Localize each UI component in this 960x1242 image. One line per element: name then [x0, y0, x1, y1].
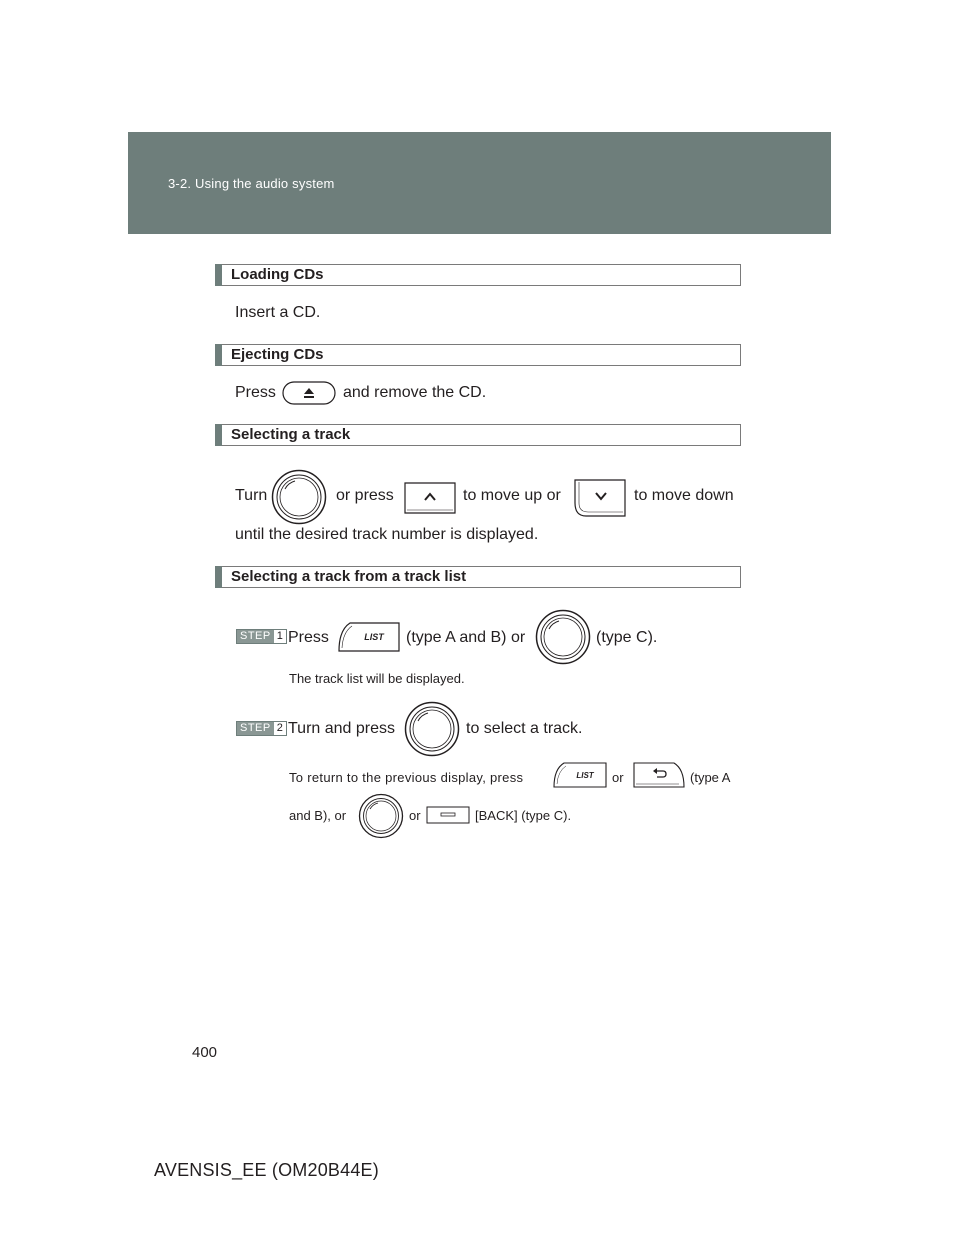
section-title: Loading CDs	[231, 266, 324, 283]
step1-note: The track list will be displayed.	[289, 671, 465, 686]
ejecting-rest: and remove the CD.	[343, 384, 487, 401]
return-type-a: (type A	[690, 770, 731, 785]
step2-rest: to select a track.	[466, 720, 583, 737]
section-title: Selecting a track from a track list	[231, 568, 467, 585]
return-or2: or	[409, 808, 421, 823]
step-2-badge	[236, 721, 287, 736]
section-heading-loading	[215, 264, 741, 286]
loading-text: Insert a CD.	[235, 304, 321, 321]
up-button-icon	[404, 482, 456, 514]
step-label: STEP	[237, 630, 274, 643]
list-button-icon	[553, 762, 607, 788]
list-button-icon	[338, 622, 400, 652]
return-part1: To return to the previous display, press	[289, 770, 524, 785]
selecting-move-down: to move down	[634, 487, 734, 504]
step1-type-c: (type C).	[596, 629, 658, 646]
down-button-icon	[574, 479, 626, 517]
header-band	[128, 132, 831, 234]
step1-type-ab: (type A and B) or	[406, 629, 526, 646]
ejecting-press: Press	[235, 384, 276, 401]
selecting-move-up: to move up or	[463, 487, 561, 504]
step-number: 1	[274, 630, 286, 643]
selecting-turn: Turn	[235, 487, 268, 504]
section-title: Ejecting CDs	[231, 346, 324, 363]
list-button-label: LIST	[576, 771, 594, 780]
step-number: 2	[274, 722, 286, 735]
section-heading-ejecting	[215, 344, 741, 366]
section-heading-selecting	[215, 424, 741, 446]
selecting-or-press: or press	[336, 487, 394, 504]
list-button-label: LIST	[364, 632, 384, 642]
back-key-icon	[426, 806, 470, 824]
step-label: STEP	[237, 722, 274, 735]
return-or1: or	[612, 770, 624, 785]
return-back: [BACK] (type C).	[475, 808, 572, 823]
breadcrumb: 3-2. Using the audio system	[168, 176, 335, 191]
tune-knob-icon	[271, 469, 327, 525]
section-heading-tracklist	[215, 566, 741, 588]
tune-knob-icon	[404, 701, 460, 757]
selecting-line2: until the desired track number is displayed.	[235, 526, 539, 543]
section-title: Selecting a track	[231, 426, 351, 443]
page-number: 400	[192, 1044, 218, 1061]
step1-press: Press	[288, 629, 329, 646]
step2-turn-press: Turn and press	[288, 720, 396, 737]
return-and-b: and B), or	[289, 808, 347, 823]
eject-button-icon	[282, 381, 336, 405]
model-code: AVENSIS_EE (OM20B44E)	[154, 1160, 379, 1180]
tune-knob-icon	[358, 793, 404, 839]
tune-knob-icon	[535, 609, 591, 665]
back-button-icon	[633, 762, 685, 788]
step-1-badge	[236, 629, 287, 644]
